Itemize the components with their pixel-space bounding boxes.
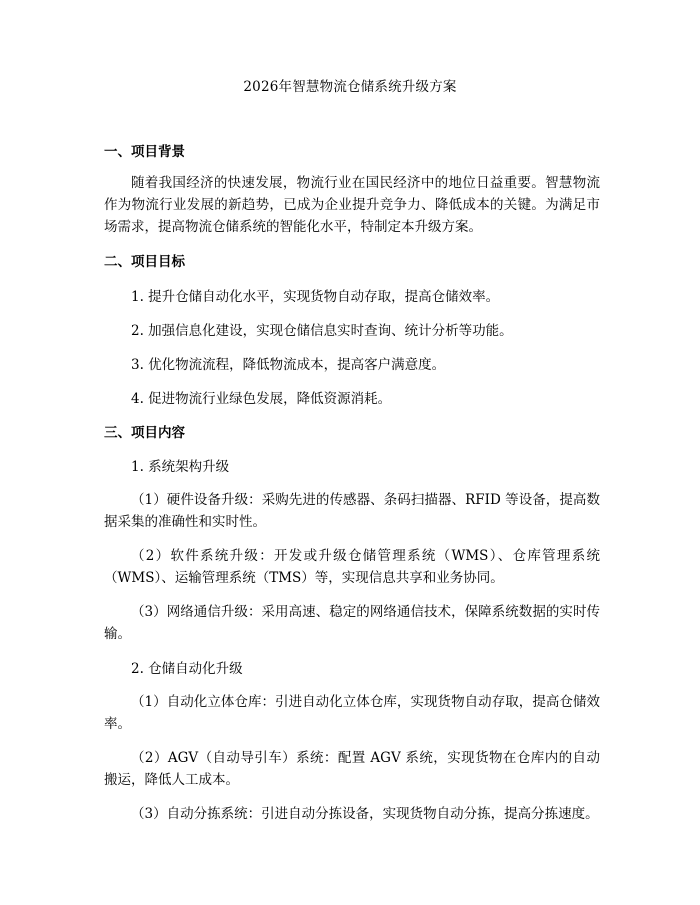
goal-item: 4. 促进物流行业绿色发展，降低资源消耗。: [131, 391, 392, 407]
content-item: （2）软件系统升级：开发或升级仓储管理系统（WMS）、仓库管理系统（WMS）、运输管理系统（TMS）等，实现信息共享和业务协同。: [104, 548, 600, 586]
goal-item: 1. 提升仓储自动化水平，实现货物自动存取，提高仓储效率。: [131, 289, 500, 305]
background-paragraph: 随着我国经济的快速发展，物流行业在国民经济中的地位日益重要。智慧物流作为物流行业发展的新趋势，已成为企业提升竞争力、降低成本的关键。为满足市场需求，提高物流仓储系统的智能化水平，特制定本升级方案。: [104, 175, 600, 235]
section-heading-background: 一、项目背景: [104, 144, 185, 160]
document-title: 2026年智慧物流仓储系统升级方案: [243, 79, 457, 95]
subsection-title-architecture: 1. 系统架构升级: [131, 459, 230, 475]
subsection-title-automation: 2. 仓储自动化升级: [131, 661, 243, 677]
content-item: （3）自动分拣系统：引进自动分拣设备，实现货物自动分拣，提高分拣速度。: [131, 806, 599, 822]
content-item: （1）自动化立体仓库：引进自动化立体仓库，实现货物自动存取，提高仓储效率。: [104, 694, 600, 732]
content-item: （3）网络通信升级：采用高速、稳定的网络通信技术，保障系统数据的实时传输。: [104, 604, 600, 642]
goal-item: 2. 加强信息化建设，实现仓储信息实时查询、统计分析等功能。: [131, 323, 513, 339]
section-heading-content: 三、项目内容: [104, 425, 185, 441]
content-item: （2）AGV（自动导引车）系统：配置 AGV 系统，实现货物在仓库内的自动搬运，降低人工成本。: [104, 750, 600, 788]
goal-item: 3. 优化物流流程，降低物流成本，提高客户满意度。: [131, 357, 446, 373]
section-heading-goals: 二、项目目标: [104, 254, 185, 270]
document-body: [104, 142, 600, 825]
content-item: （1）硬件设备升级：采购先进的传感器、条码扫描器、RFID 等设备，提高数据采集的准确性和实时性。: [104, 492, 600, 530]
